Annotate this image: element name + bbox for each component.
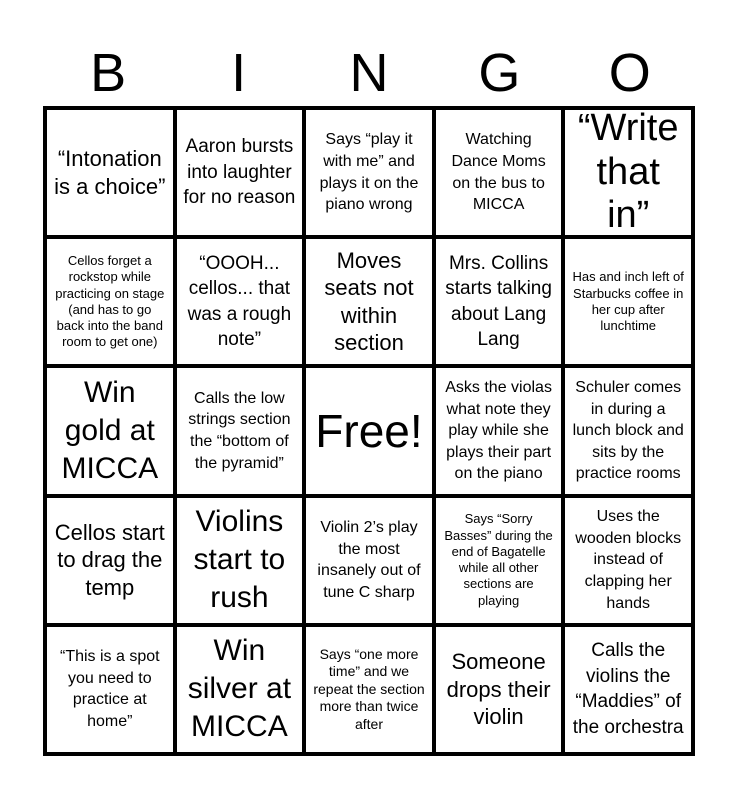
cell-text: Asks the violas what note they play while she plays their part on the piano [445,379,552,483]
cell-text: Moves seats not within section [324,247,414,356]
cell-text: “This is a spot you need to practice at home” [60,648,160,730]
bingo-cell[interactable] [45,496,175,625]
cell-text: Win gold at MICCA [61,375,159,486]
bingo-cell[interactable] [563,237,693,366]
bingo-cell[interactable] [45,237,175,366]
bingo-cell[interactable] [304,625,434,754]
cell-text: Mrs. Collins starts talking about Lang Lang [445,252,552,351]
cell-text: Calls the low strings section the “bottom of the pyramid” [188,389,291,472]
bingo-cell[interactable] [434,237,564,366]
bingo-cell[interactable] [175,496,305,625]
bingo-cell[interactable] [175,108,305,237]
cell-text: “Intonation is a choice” [54,146,166,199]
cell-text: Has and inch left of Starbucks coffee in her cup after lunchtime [572,269,684,334]
cell-text: Someone drops their violin [446,649,551,730]
bingo-cell[interactable] [434,108,564,237]
cell-text: Says “Sorry Basses” during the end of Bagatelle while all other sections are playing [444,511,553,608]
cell-text: Aaron bursts into laughter for no reason [183,136,296,209]
bingo-cell[interactable] [434,496,564,625]
header-letter-b: B [90,43,127,103]
cell-text: Uses the wooden blocks instead of clapping her hands [575,508,682,612]
header-letter-o: O [608,43,651,103]
bingo-cell[interactable] [304,237,434,366]
cell-text: “Write that in” [577,108,679,237]
bingo-cell[interactable] [45,625,175,754]
cell-text: Schuler comes in during a lunch block and sits by the practice rooms [572,379,684,483]
bingo-grid [43,106,695,756]
bingo-header [43,40,695,106]
cell-text: Watching Dance Moms on the bus to MICCA [451,131,546,214]
bingo-cell[interactable] [434,366,564,495]
bingo-cell[interactable] [45,108,175,237]
bingo-cell[interactable] [45,366,175,495]
bingo-cell[interactable] [563,625,693,754]
cell-text: Violin 2’s play the most insanely out of tune C sharp [317,519,421,601]
bingo-cell[interactable] [175,366,305,495]
cell-text: Cellos start to drag the temp [54,519,165,600]
bingo-cell[interactable] [563,366,693,495]
cell-text: Violins start to rush [193,505,286,615]
bingo-cell[interactable] [563,496,693,625]
bingo-cell[interactable] [304,496,434,625]
bingo-cell[interactable] [304,108,434,237]
bingo-cell[interactable] [563,108,693,237]
bingo-cell[interactable] [175,625,305,754]
cell-text: Free! [315,404,423,457]
bingo-cell[interactable] [175,237,305,366]
cell-text: “OOOH... cellos... that was a rough note” [187,252,292,351]
cell-text: Calls the violins the “Maddies” of the orchestra [572,640,684,739]
header-letter-i: I [231,43,247,103]
cell-text: Win silver at MICCA [187,634,292,744]
cell-text: Cellos forget a rockstop while practicing on stage (and has to go back into the band room to get one) [55,253,165,350]
header-letter-n: N [349,43,389,103]
bingo-cell[interactable] [434,625,564,754]
header-letter-g: G [478,43,521,103]
cell-text: Says “one more time” and we repeat the section more than twice after [313,645,425,732]
cell-text: Says “play it with me” and plays it on the piano wrong [319,131,419,214]
free-space-cell[interactable] [304,366,434,495]
